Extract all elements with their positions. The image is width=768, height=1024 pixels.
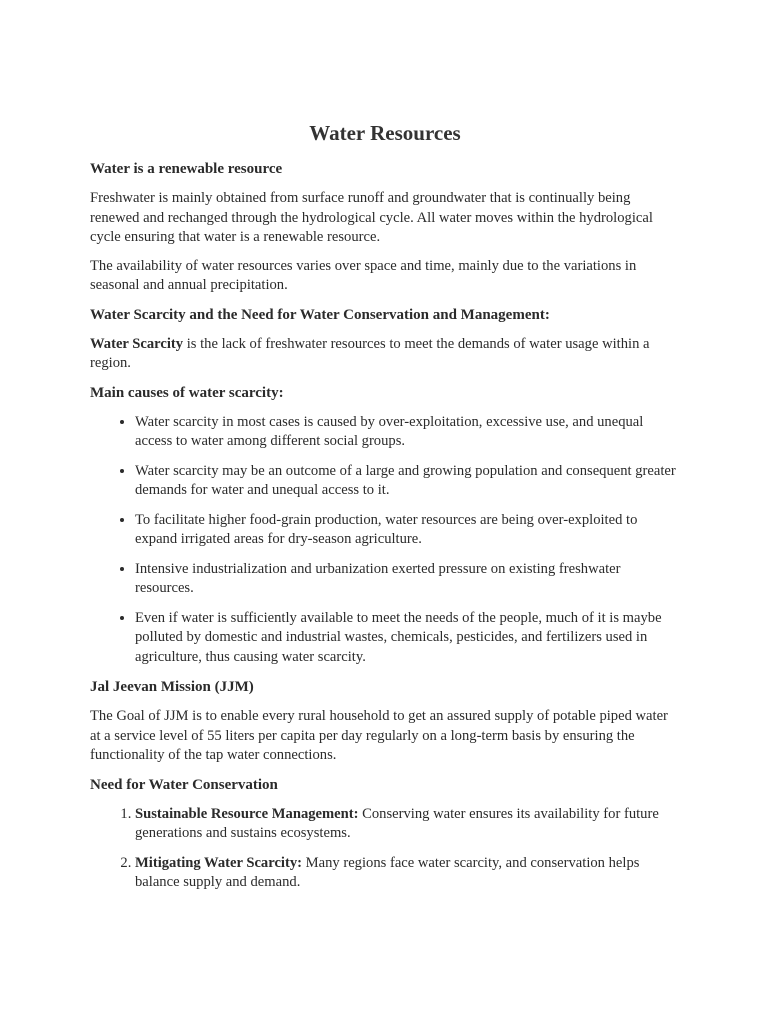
section-heading-conservation: Need for Water Conservation	[90, 776, 278, 793]
paragraph-jjm: The Goal of JJM is to enable every rural household to get an assured supply of potable piped water at a service level of 55 liters per capita per day regularly on a long-term basis by ensuring the functionality of the tap water connections.	[90, 708, 668, 763]
list-item: • Even if water is sufficiently available to meet the needs of the people, much of it is maybe polluted by domestic and industrial wastes, chemicals, pesticides, and fertilizers used in agriculture, thus causing water scarcity.	[135, 609, 680, 668]
section-heading-renewable: Water is a renewable resource	[90, 161, 283, 177]
list-item	[135, 805, 680, 844]
causes-list	[90, 413, 680, 668]
section-heading-jjm: Jal Jeevan Mission (JJM)	[90, 679, 254, 695]
paragraph-scarcity-definition	[90, 335, 680, 374]
list-item-text: Conserving water ensures its availability for future generations and sustains ecosystems.	[135, 805, 659, 841]
list-item: • Intensive industrialization and urbanization exerted pressure on existing freshwater resources.	[135, 560, 680, 599]
list-item	[135, 854, 680, 893]
list-item-text: Many regions face water scarcity, and conservation helps balance supply and demand.	[135, 854, 640, 890]
paragraph-renewable-1: Freshwater is mainly obtained from surface runoff and groundwater that is continually being renewed and rechanged through the hydrological cycle. All water moves within the hydrological cycle ensuring that water is a renewable resource.	[90, 190, 653, 245]
section-heading-causes: Main causes of water scarcity:	[90, 384, 284, 401]
term-water-scarcity: Water Scarcity	[90, 335, 184, 352]
list-item: • Water scarcity may be an outcome of a large and growing population and consequent greater demands for water and unequal access to it.	[135, 462, 680, 501]
section-heading-scarcity: Water Scarcity and the Need for Water Conservation and Management:	[90, 306, 550, 323]
definition-text: is the lack of freshwater resources to meet the demands of water usage within a region.	[90, 335, 650, 371]
page-title: Water Resources	[309, 121, 461, 145]
paragraph-renewable-2: The availability of water resources varies over space and time, mainly due to the variations in seasonal and annual precipitation.	[90, 257, 637, 293]
document-page	[90, 118, 680, 903]
conservation-list	[90, 805, 680, 893]
list-item: • To facilitate higher food-grain production, water resources are being over-exploited to expand irrigated areas for dry-season agriculture.	[135, 511, 680, 550]
list-item-term: Sustainable Resource Management:	[135, 805, 359, 822]
list-item-term: Mitigating Water Scarcity:	[135, 854, 302, 871]
list-item: • Water scarcity in most cases is caused by over-exploitation, excessive use, and unequal access to water among different social groups.	[135, 413, 680, 452]
